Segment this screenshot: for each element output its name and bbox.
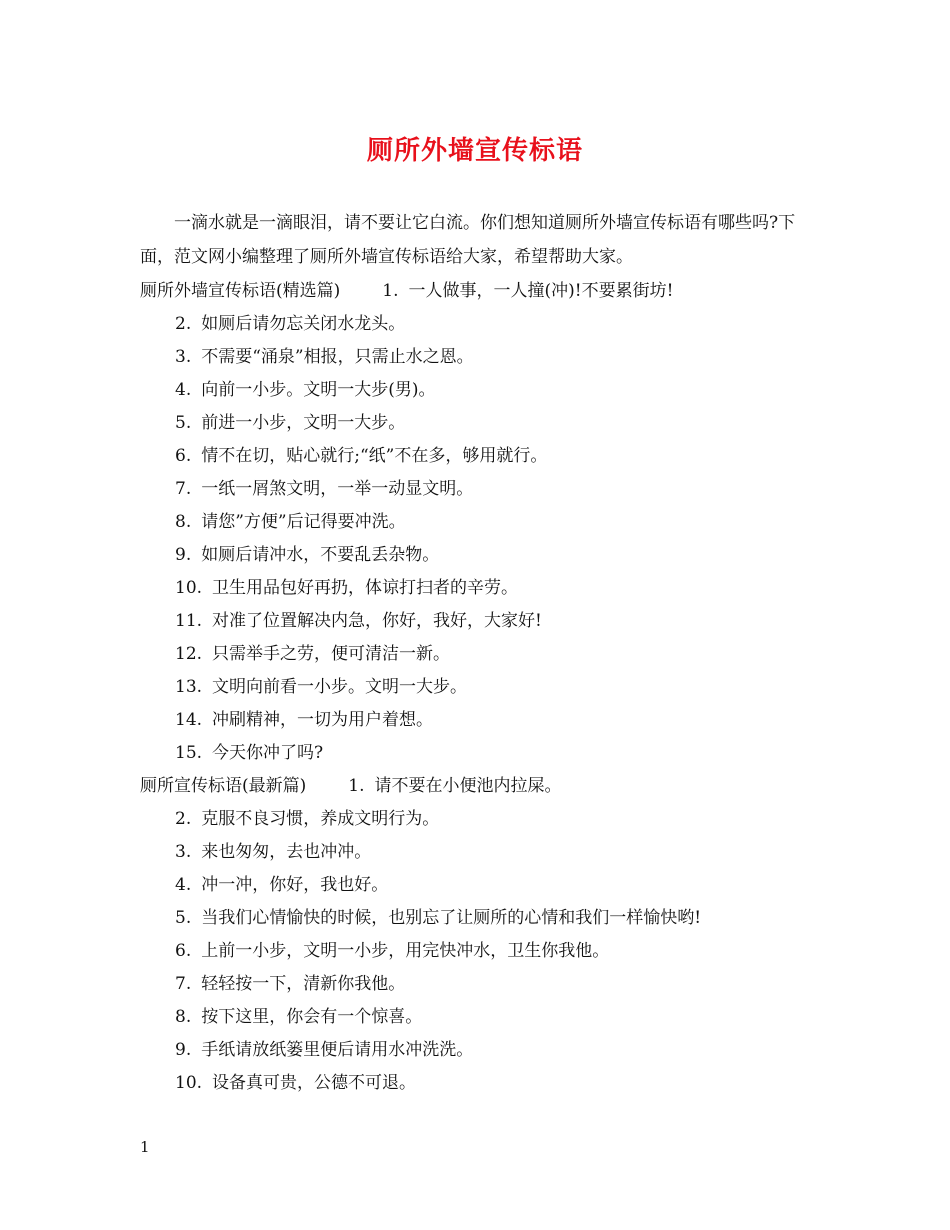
slogan-number: 10. [175, 1073, 203, 1093]
section-label: 厕所宣传标语(最新篇) [140, 776, 307, 796]
slogan-text: 今天你冲了吗? [212, 743, 324, 763]
slogan-text: 上前一小步，文明一小步，用完快冲水，卫生你我他。 [201, 941, 610, 961]
slogan-number: 5. [175, 908, 192, 928]
slogan-item [0, 374, 950, 407]
slogan-item [0, 473, 950, 506]
slogan-text: 卫生用品包好再扔，体谅打扫者的辛劳。 [212, 578, 519, 598]
slogan-number: 9. [175, 1040, 192, 1060]
slogan-item [0, 539, 950, 572]
slogan-text: 冲刷精神，一切为用户着想。 [212, 710, 434, 730]
slogan-number: 13. [175, 677, 203, 697]
slogan-text: 只需举手之劳，便可清洁一新。 [212, 644, 451, 664]
slogan-number: 15. [175, 743, 203, 763]
slogan-item [0, 1067, 950, 1100]
slogan-item [0, 407, 950, 440]
slogan-item [0, 1034, 950, 1067]
slogan-number: 3. [175, 347, 192, 367]
slogan-text: 手纸请放纸篓里便后请用水冲洗洗。 [201, 1040, 474, 1060]
slogan-item [0, 572, 950, 605]
slogan-item [0, 506, 950, 539]
slogan-number: 5. [175, 413, 192, 433]
slogan-item [0, 737, 950, 770]
slogan-number: 8. [175, 1007, 192, 1027]
page-number: 1 [140, 1138, 150, 1156]
slogan-text: 一纸一屑煞文明，一举一动显文明。 [201, 479, 474, 499]
slogan-item [0, 671, 950, 704]
slogan-text: 请您”方便”后记得要冲洗。 [201, 512, 406, 532]
slogan-item [0, 440, 950, 473]
slogan-number: 3. [175, 842, 192, 862]
slogan-item [0, 968, 950, 1001]
slogan-number: 12. [175, 644, 203, 664]
slogan-text: 不需要“涌泉”相报，只需止水之恩。 [201, 347, 474, 367]
slogan-text: 设备真可贵，公德不可退。 [212, 1073, 417, 1093]
slogan-number: 7. [175, 479, 192, 499]
slogan-text: 按下这里，你会有一个惊喜。 [201, 1007, 423, 1027]
slogan-item [0, 638, 950, 671]
slogan-number: 8. [175, 512, 192, 532]
slogan-number: 11. [175, 611, 203, 631]
slogan-number: 9. [175, 545, 192, 565]
slogan-text: 前进一小步，文明一大步。 [201, 413, 406, 433]
slogan-text: 克服不良习惯，养成文明行为。 [201, 809, 440, 829]
section-heading-line [0, 275, 950, 308]
slogan-number: 1. [348, 776, 365, 796]
slogan-item [0, 869, 950, 902]
slogan-item [0, 935, 950, 968]
slogan-number: 7. [175, 974, 192, 994]
slogan-item [0, 902, 950, 935]
slogan-text: 情不在切，贴心就行;“纸”不在多，够用就行。 [201, 446, 548, 466]
slogan-item [0, 803, 950, 836]
slogan-number: 6. [175, 446, 192, 466]
slogan-text: 文明向前看一小步。文明一大步。 [212, 677, 468, 697]
slogan-text: 对准了位置解决内急，你好，我好，大家好! [212, 611, 542, 631]
slogan-number: 6. [175, 941, 192, 961]
slogan-text: 如厕后请冲水，不要乱丢杂物。 [201, 545, 440, 565]
slogan-number: 1. [382, 281, 399, 301]
document-title: 厕所外墙宣传标语 [366, 136, 583, 166]
slogan-item [0, 704, 950, 737]
slogan-number: 4. [175, 875, 192, 895]
slogan-text: 请不要在小便池内拉屎。 [374, 776, 562, 796]
slogan-text: 当我们心情愉快的时候，也别忘了让厕所的心情和我们一样愉快哟! [201, 908, 702, 928]
slogan-item [0, 1001, 950, 1034]
slogan-text: 冲一冲，你好，我也好。 [201, 875, 389, 895]
slogan-item [0, 605, 950, 638]
slogan-text: 一人做事，一人撞(冲)!不要累街坊! [408, 281, 674, 301]
slogan-number: 10. [175, 578, 203, 598]
slogan-number: 4. [175, 380, 192, 400]
section-label: 厕所外墙宣传标语(精选篇) [140, 281, 341, 301]
section-heading-line [0, 770, 950, 803]
slogan-text: 如厕后请勿忘关闭水龙头。 [201, 314, 406, 334]
slogan-number: 2. [175, 314, 192, 334]
slogan-text: 来也匆匆，去也冲冲。 [201, 842, 372, 862]
slogan-list [0, 275, 950, 1100]
slogan-number: 14. [175, 710, 203, 730]
intro-paragraph: 一滴水就是一滴眼泪，请不要让它白流。你们想知道厕所外墙宣传标语有哪些吗?下面，范文网小编整理了厕所外墙宣传标语给大家，希望帮助大家。 [140, 213, 796, 267]
slogan-text: 向前一小步。文明一大步(男)。 [201, 380, 436, 400]
slogan-item [0, 836, 950, 869]
slogan-item [0, 341, 950, 374]
slogan-text: 轻轻按一下，清新你我他。 [201, 974, 406, 994]
slogan-number: 2. [175, 809, 192, 829]
slogan-item [0, 308, 950, 341]
